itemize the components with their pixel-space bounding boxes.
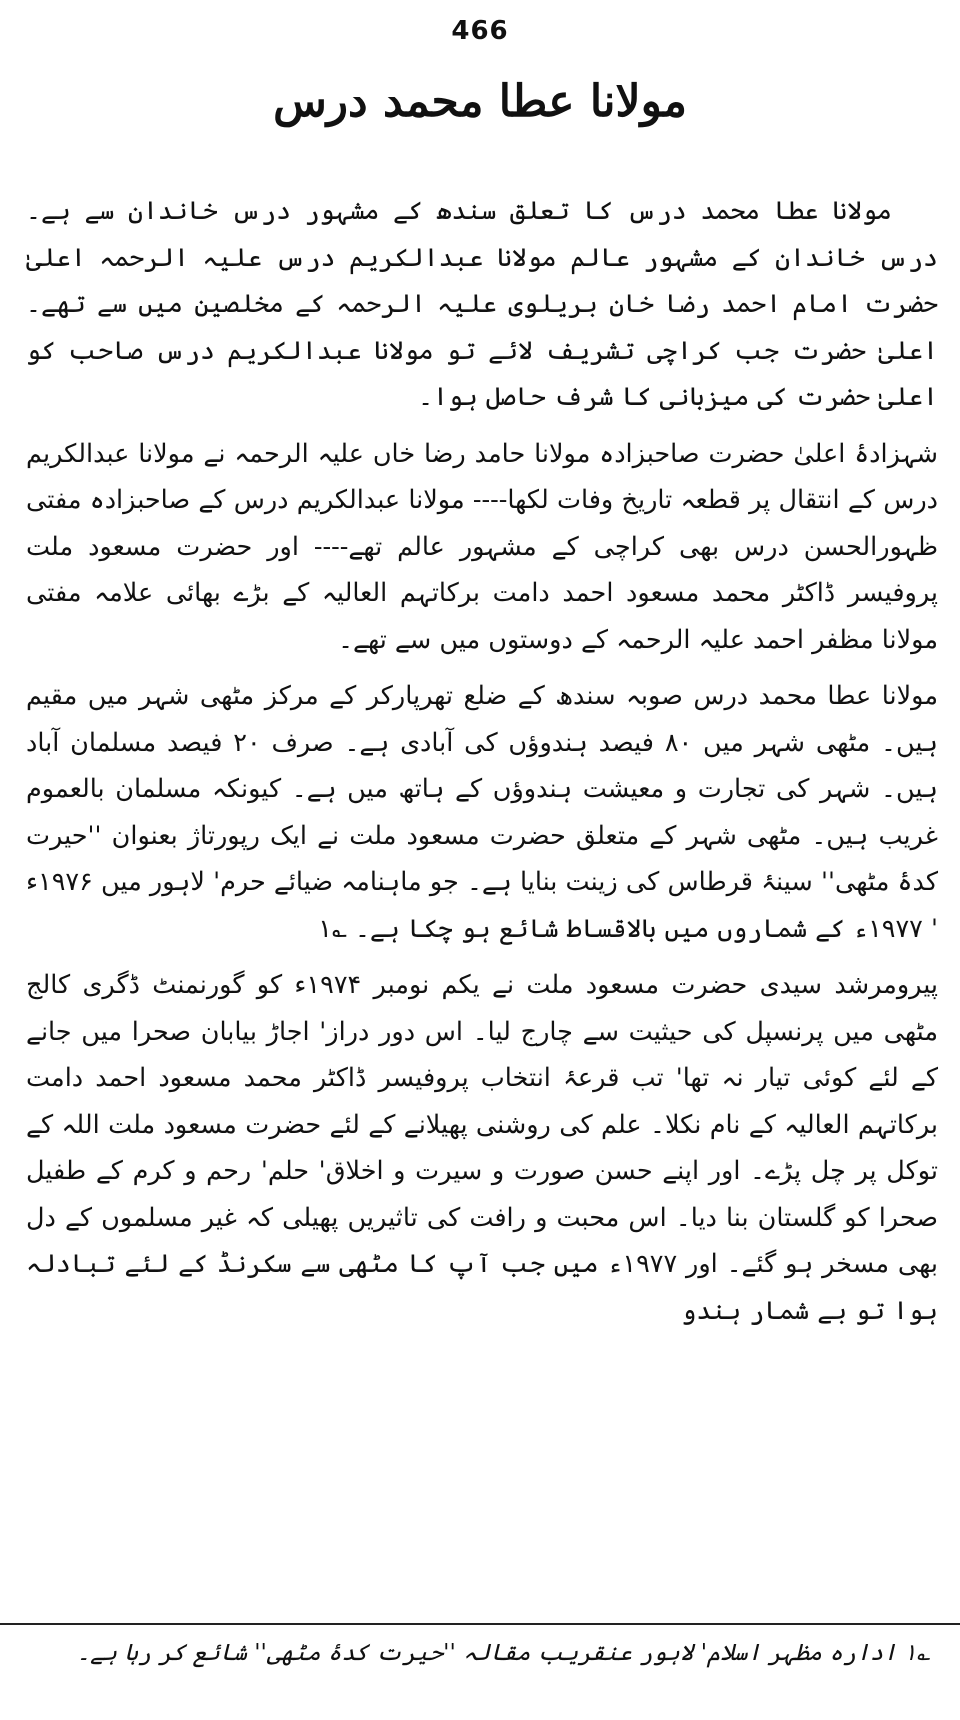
page-number: 466 <box>451 16 509 46</box>
paragraph-2: شہزادۂ اعلیٰ حضرت صاحبزادہ مولانا حامد رضا خاں علیہ الرحمہ نے مولانا عبدالکریم درس کے انتقال پر قطعہ تاریخ وفات لکھا---- مولانا عبدالکریم درس کے صاحبزادہ مفتی ظہورالحسن درس بھی کراچی کے مشہور عالم تھے---- اور حضرت مسعود ملت پروفیسر ڈاکٹر محمد مسعود احمد دامت برکاتہم العالیہ کے بڑے بھائی علامہ مفتی مولانا مظفر احمد علیہ الرحمہ کے دوستوں میں سے تھے۔ <box>26 438 938 655</box>
page-title: مولانا عطا محمد درس <box>273 76 687 127</box>
footnote: ؎۱ ادارہ مظہر اسلام' لاہور عنقریب مقالہ ''حیرت کدۂ مٹھی'' شائع کر رہا ہے۔ <box>76 1640 930 1666</box>
paragraph-3: مولانا عطا محمد درس صوبہ سندھ کے ضلع تھرپارکر کے مرکز مٹھی شہر میں مقیم ہیں۔ مٹھی شہر میں ۸۰ فیصد ہندوؤں کی آبادی ہے۔ صرف ۲۰ فیصد مسلمان آباد ہیں۔ شہر کی تجارت و معیشت ہندوؤں کے ہاتھ میں ہے۔ کیونکہ مسلمان بالعموم غریب ہیں۔ مٹھی شہر کے متعلق حضرت مسعود ملت نے ایک رپورتاژ بعنوان ''حیرت کدۂ مٹھی'' سینۂ قرطاس کی زینت بنایا ہے۔ جو ماہنامہ ضیائے حرم' لاہور میں ۱۹۷۶ء ' ۱۹۷۷ء کے شماروں میں بالاقساط شائع ہو چکا ہے۔ ؎۱ <box>26 681 938 944</box>
paragraph-4: پیرومرشد سیدی حضرت مسعود ملت نے یکم نومبر ۱۹۷۴ء کو گورنمنٹ ڈگری کالج مٹھی میں پرنسپل کی حیثیت سے چارج لیا۔ اس دور دراز' اجاڑ بیابان صحرا میں جانے کے لئے کوئی تیار نہ تھا' تب قرعۂ انتخاب پروفیسر ڈاکٹر محمد مسعود احمد دامت برکاتہم العالیہ کے نام نکلا۔ علم کی روشنی پھیلانے کے لئے حضرت مسعود ملت اللہ کے توکل پر چل پڑے۔ اور اپنے حسن صورت و سیرت و اخلاق' حلم' رحم و کرم کے طفیل صحرا کو گلستان بنا دیا۔ اس محبت و رافت کی تاثیریں پھیلی کہ غیر مسلموں کے دل بھی مسخر ہو گئے۔ اور ۱۹۷۷ء میں جب آپ کا مٹھی سے سکرنڈ کے لئے تبادلہ ہوا تو بے شمار ہندو <box>26 970 938 1326</box>
footnote-divider <box>0 1623 960 1625</box>
paragraph-1: مولانا عطا محمد درس کا تعلق سندھ کے مشہور درس خاندان سے ہے۔ درس خاندان کے مشہور عالم مولانا عبدالکریم درس علیہ الرحمہ اعلیٰ حضرت امام احمد رضا خان بریلوی علیہ الرحمہ کے مخلصین میں سے تھے۔ اعلیٰ حضرت جب کراچی تشریف لائے تو مولانا عبدالکریم درس صاحب کو اعلیٰ حضرت کی میزبانی کا شرف حاصل ہوا۔ <box>26 196 938 412</box>
body-text <box>26 188 938 1344</box>
